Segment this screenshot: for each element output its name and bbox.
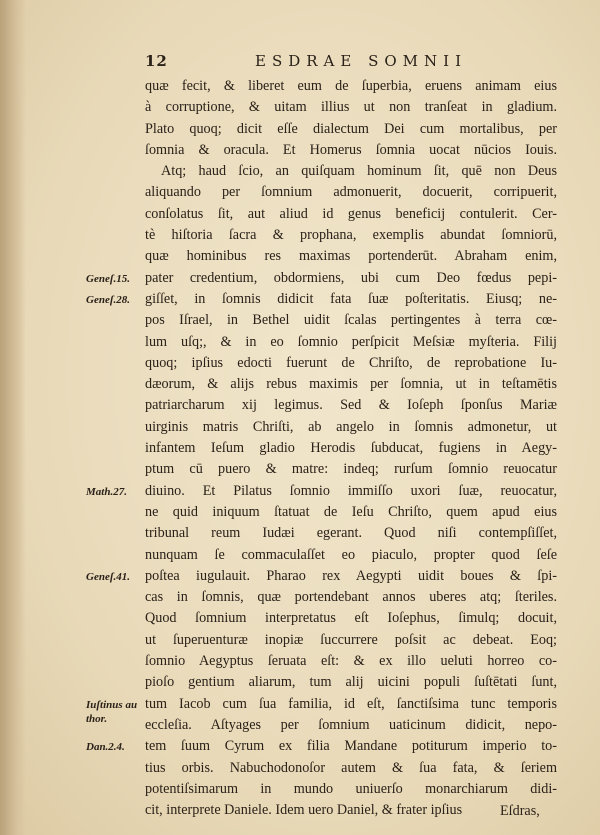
text-line: cit, interprete Daniele. Idem uero Daniel, & frater ipſius — [145, 802, 463, 819]
text-line: tè hiſtoria ſacra & prophana, exemplis abundat ſomniorū, — [145, 227, 557, 244]
margin-note — [86, 698, 137, 726]
text-line: aliquando per ſomnium admonuerit, docuerit, corripuerit, — [145, 184, 557, 201]
margin-note — [86, 740, 125, 754]
text-line: tius orbis. Nabuchodonoſor autem & ſua fata, & ſeriem — [145, 759, 557, 776]
text-line: pioſo gentium aliarum, tum alij uicini populi ſuſtētati ſunt, — [145, 674, 557, 691]
text-line: lum uſq;, & in eo ſomnio perſpicit Meſsiæ myſteria. Filij — [145, 333, 557, 350]
text-line: ptum cū puero & matre: indeq; rurſum ſomnio reuocatur — [145, 461, 557, 478]
text-line: conſolatus ſit, aut aliud id genus beneficij contulerit. Cer- — [145, 205, 557, 222]
text-line: giſſet, in ſomnis didicit fata ſuæ poſteritatis. Eiusq; ne- — [145, 290, 557, 307]
margin-note — [86, 570, 130, 584]
text-line: patriarcharum xij legimus. Sed & Ioſeph ſponſus Mariæ — [145, 397, 557, 414]
text-line: diuino. Et Pilatus ſomnio immiſſo uxori ſuæ, reuocatur, — [145, 482, 557, 499]
catchword: Eſdras, — [500, 803, 540, 819]
text-line: quæ fecit, & liberet eum de ſuperbia, eruens animam eius — [145, 78, 557, 94]
running-head — [145, 52, 555, 72]
margin-note-line: thor. — [86, 712, 108, 725]
text-line: Quod ſomnium interpretatus eſt Ioſephus, ſimulq; docuit, — [145, 610, 557, 627]
text-line: tem ſuum Cyrum ex filia Mandane potiturum imperio to- — [145, 738, 557, 755]
margin-note-line: Geneſ.28. — [86, 294, 130, 306]
text-line: Plato quoq; dicit eſſe dialectum Dei cum mortalibus, per — [145, 120, 557, 137]
margin-note-line: Iuſtinus au — [86, 698, 138, 711]
text-line: tribunal reum Iudæi egerant. Quod niſi contempſiſſet, — [145, 525, 557, 542]
text-line: tum Iacob cum ſua familia, id eſt, ſanctiſsima tunc temporis — [145, 695, 557, 712]
margin-note-line: Geneſ.41. — [86, 570, 130, 583]
text-line: infantem Ieſum gladio Herodis ſubducat, fugiens in Aegy- — [145, 440, 557, 457]
margin-note — [86, 272, 130, 286]
page-number: 12 — [145, 52, 168, 70]
text-line: cas in ſomnis, quæ portendebant annos uberes atq; ſteriles. — [145, 589, 557, 606]
text-line: ut ſuperuenturæ inopiæ ſuccurrere poſsit ac debeat. Eoq; — [145, 631, 557, 648]
text-line: ſomnio Aegyptus ſeruata eſt: & ex illo ueluti horreo co- — [145, 653, 557, 670]
text-line: uirginis matris Chriſti, ab angelo in ſomnis admonetur, ut — [145, 418, 557, 435]
text-line: pater credentium, obdormiens, ubi cum Deo fœdus pepi- — [145, 269, 557, 286]
margin-note — [86, 485, 127, 499]
text-line: ne quid iniquum ſtatuat de Ieſu Chriſto, quem apud eius — [145, 503, 557, 520]
running-title: ESDRAE SOMNII — [255, 52, 468, 70]
text-line: Atq; haud ſcio, an quiſquam hominum ſit, quē non Deus — [161, 163, 557, 180]
text-line: quoq; ipſius edocti fuerunt de Chriſto, de reprobatione Iu- — [145, 354, 557, 371]
text-line: ſomnia & oracula. Et Homerus ſomnia uocat nūcios Iouis. — [145, 141, 557, 158]
text-line: eccleſia. Aſtyages per ſomnium uaticinum didicit, nepo- — [145, 716, 557, 733]
margin-note-line: Math.27. — [86, 485, 127, 498]
text-line: poſtea iugulauit. Pharao rex Aegypti uidit boues & ſpi- — [145, 567, 557, 584]
margin-note-line: Dan.2.4. — [86, 741, 125, 754]
text-line: dæorum, & alijs rebus maximis per ſomnia, ut in teſtamētis — [145, 376, 557, 393]
text-line: pos Iſrael, in Bethel uidit ſcalas pertingentes à terra cœ- — [145, 312, 557, 329]
margin-note — [86, 293, 130, 307]
text-line: potentiſsimarum in mundo uniuerſo monarchiarum didi- — [145, 780, 557, 797]
page-gutter-shadow — [0, 0, 26, 835]
body-text — [145, 76, 557, 821]
text-line: quæ hominibus res maximas portenderūt. Abraham enim, — [145, 248, 557, 265]
text-line: nunquam ſe commaculaſſet eo piaculo, propter quod ſeſe — [145, 546, 557, 563]
margin-note-line: Geneſ.15. — [86, 272, 130, 285]
text-line: à corruptione, & uitam illius ut non tranſeat in gladium. — [145, 99, 557, 116]
